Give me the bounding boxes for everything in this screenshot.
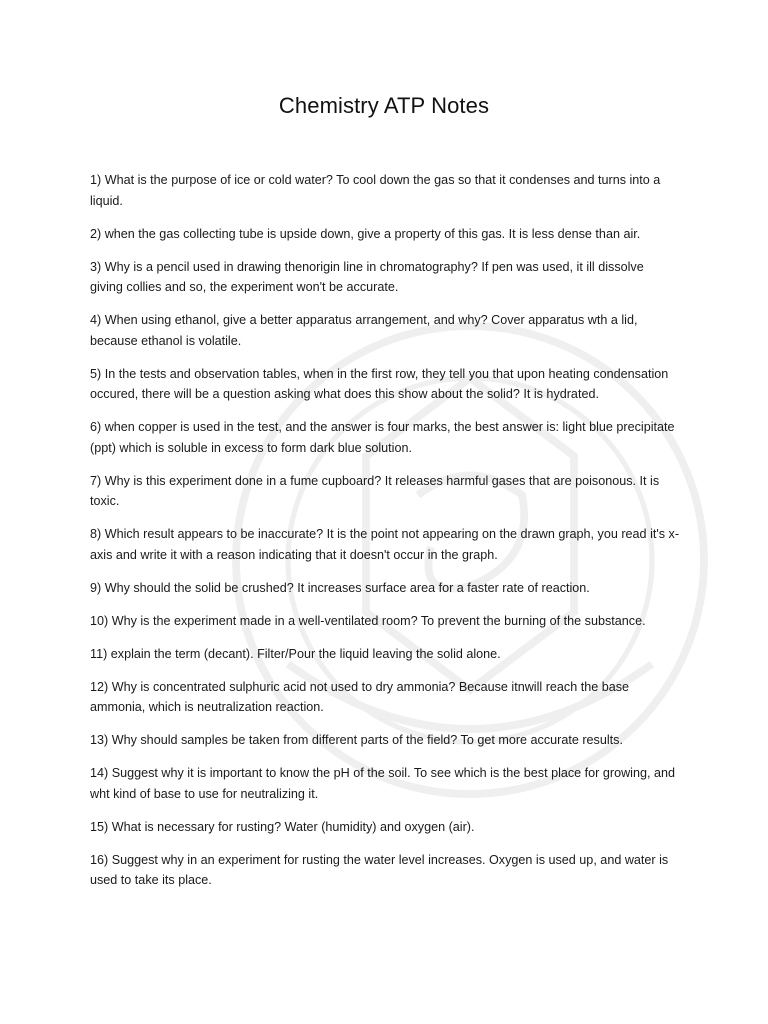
note-item: 9) Why should the solid be crushed? It increases surface area for a faster rate of reaction. xyxy=(90,580,590,595)
note-item: 11) explain the term (decant). Filter/Pour the liquid leaving the solid alone. xyxy=(90,646,501,661)
note-item: 15) What is necessary for rusting? Water (humidity) and oxygen (air). xyxy=(90,819,475,834)
note-item: 5) In the tests and observation tables, when in the first row, they tell you that upon heating condensation occured, there will be a question asking what does this show about the solid? It is hydrated. xyxy=(90,366,669,401)
note-item: 1) What is the purpose of ice or cold water? To cool down the gas so that it condenses and turns into a liquid. xyxy=(90,173,661,208)
note-item: 7) Why is this experiment done in a fume cupboard? It releases harmful gases that are poisonous. It is toxic. xyxy=(90,473,660,508)
note-item: 8) Which result appears to be inaccurate? It is the point not appearing on the drawn graph, you read it's x-axis and write it with a reason indicating that it doesn't occur in the graph. xyxy=(90,527,680,562)
note-item: 4) When using ethanol, give a better apparatus arrangement, and why? Cover apparatus wth a lid, because ethanol is volatile. xyxy=(90,313,638,348)
document-title: Chemistry ATP Notes xyxy=(278,93,490,118)
note-item: 6) when copper is used in the test, and the answer is four marks, the best answer is: light blue precipitate (ppt) which is soluble in excess to form dark blue solution. xyxy=(90,420,675,455)
note-item: 16) Suggest why in an experiment for rusting the water level increases. Oxygen is used up, and water is used to take its place. xyxy=(90,852,669,887)
note-item: 14) Suggest why it is important to know the pH of the soil. To see which is the best place for growing, and wht kind of base to use for neutralizing it. xyxy=(90,766,675,801)
note-item: 2) when the gas collecting tube is upside down, give a property of this gas. It is less dense than air. xyxy=(90,226,641,241)
note-item: 13) Why should samples be taken from different parts of the field? To get more accurate results. xyxy=(90,733,623,747)
note-item: 10) Why is the experiment made in a well-ventilated room? To prevent the burning of the substance. xyxy=(90,613,646,628)
note-item: 12) Why is concentrated sulphuric acid not used to dry ammonia? Because itnwill reach the base ammonia, which is neutralization reaction. xyxy=(90,679,630,714)
notes-list xyxy=(90,170,680,903)
note-item: 3) Why is a pencil used in drawing thenorigin line in chromatography? If pen was used, it ill dissolve giving collies and so, the experiment won't be accurate. xyxy=(90,259,644,294)
